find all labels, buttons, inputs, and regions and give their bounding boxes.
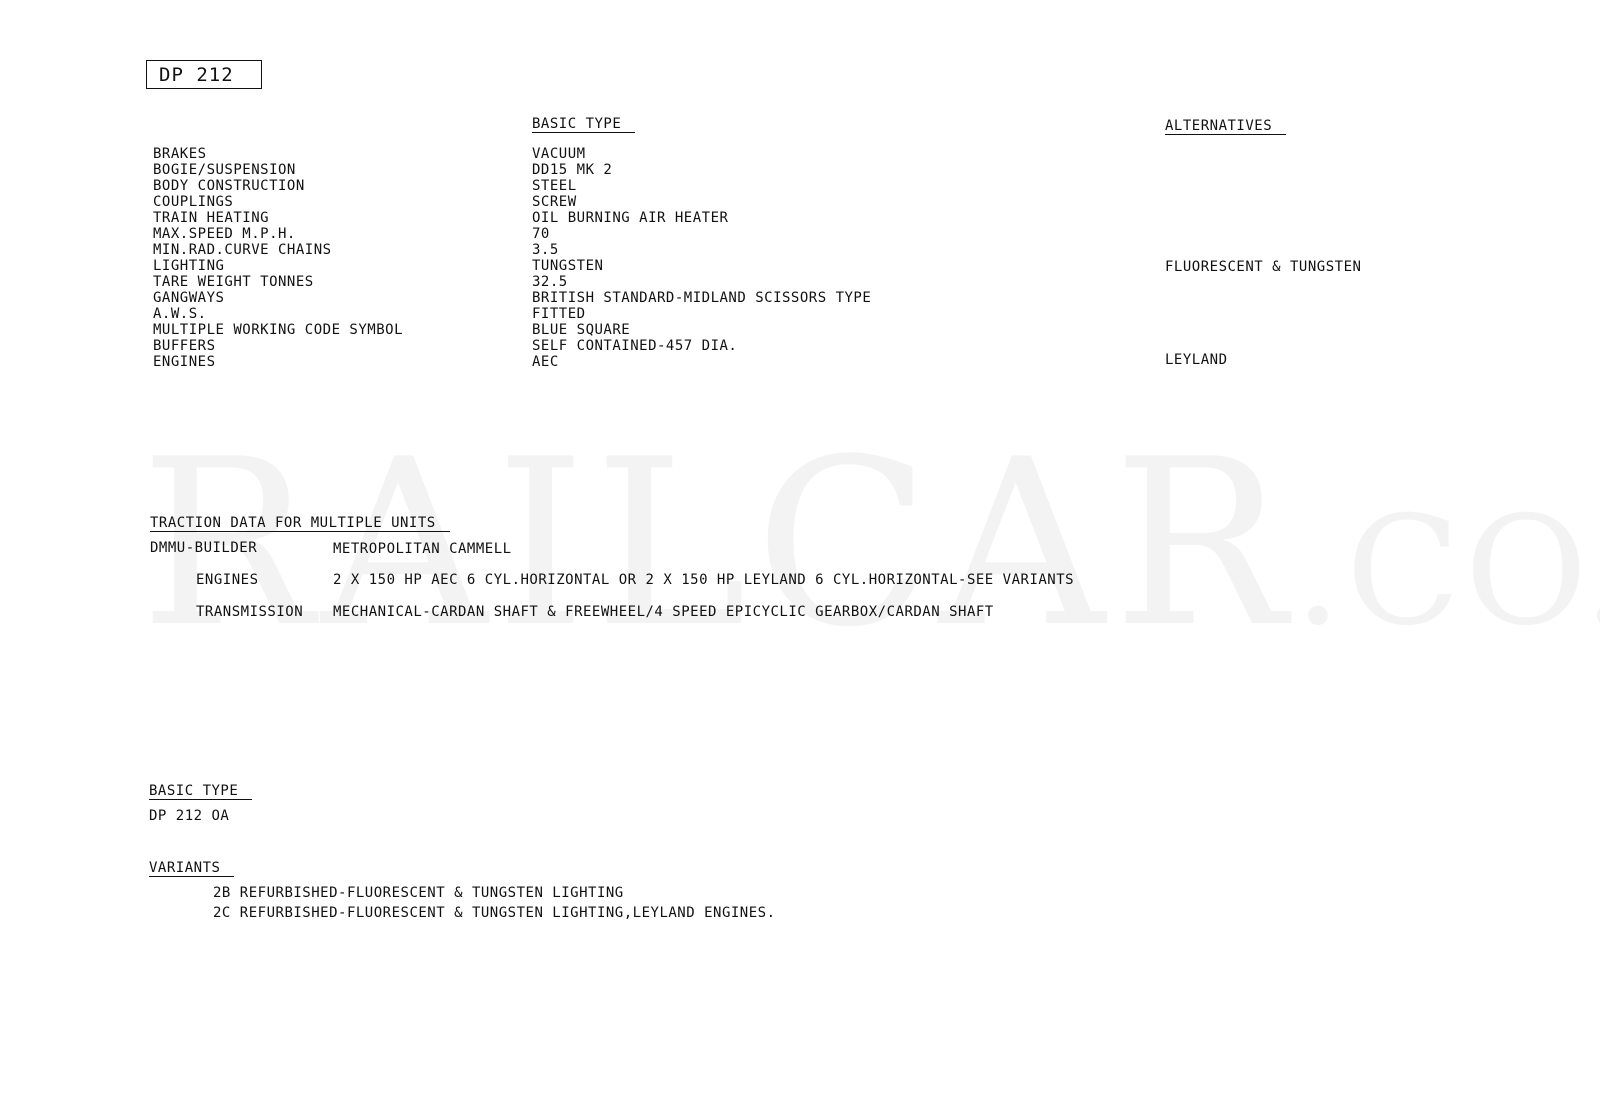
spec-basic-value: SCREW (532, 194, 577, 210)
spec-label: MULTIPLE WORKING CODE SYMBOL (153, 322, 404, 338)
alternatives-heading: ALTERNATIVES (1165, 118, 1286, 135)
engines-label: ENGINES (196, 572, 259, 588)
basic-type-value: DP 212 OA (149, 808, 230, 824)
variant-code: 2C (213, 905, 231, 921)
spec-basic-values (532, 146, 871, 370)
spec-basic-value: TUNGSTEN (532, 258, 604, 274)
spec-label: MIN.RAD.CURVE CHAINS (153, 242, 332, 258)
spec-labels (153, 146, 403, 370)
transmission-label: TRANSMISSION (196, 604, 304, 620)
builder-label: DMMU-BUILDER (150, 540, 258, 556)
engines-value: 2 X 150 HP AEC 6 CYL.HORIZONTAL OR 2 X 150 HP LEYLAND 6 CYL.HORIZONTAL-SEE VARIANTS (333, 572, 1075, 588)
spec-label: TRAIN HEATING (153, 210, 270, 226)
spec-basic-value: SELF CONTAINED-457 DIA. (532, 338, 738, 354)
variant-item (213, 885, 624, 901)
watermark-main (140, 411, 1294, 678)
spec-basic-value: 3.5 (532, 242, 559, 258)
spec-basic-value: 32.5 (532, 274, 568, 290)
spec-basic-value: DD15 MK 2 (532, 162, 613, 178)
spec-label: COUPLINGS (153, 194, 234, 210)
spec-basic-value: FITTED (532, 306, 586, 322)
spec-basic-value: BRITISH STANDARD-MIDLAND SCISSORS TYPE (532, 290, 872, 306)
spec-label: TARE WEIGHT TONNES (153, 274, 314, 290)
spec-label: A.W.S. (153, 306, 207, 322)
watermark-suffix (1294, 485, 1600, 659)
spec-label: GANGWAYS (153, 290, 225, 306)
spec-basic-value: OIL BURNING AIR HEATER (532, 210, 729, 226)
basic-type-section-heading: BASIC TYPE (149, 783, 252, 800)
spec-label: BUFFERS (153, 338, 216, 354)
spec-label: BRAKES (153, 146, 207, 162)
basic-type-heading: BASIC TYPE (532, 116, 635, 133)
spec-basic-value: AEC (532, 354, 559, 370)
spec-label: MAX.SPEED M.P.H. (153, 226, 296, 242)
spec-basic-value: STEEL (532, 178, 577, 194)
variant-code: 2B (213, 885, 231, 901)
spec-basic-value: VACUUM (532, 146, 586, 162)
alternative-lighting: FLUORESCENT & TUNGSTEN (1165, 259, 1362, 275)
variant-text: REFURBISHED-FLUORESCENT & TUNGSTEN LIGHTING (239, 885, 624, 901)
spec-label: ENGINES (153, 354, 216, 370)
builder-value: METROPOLITAN CAMMELL (333, 541, 512, 557)
spec-label: LIGHTING (153, 258, 225, 274)
diagram-reference-box: DP 212 (146, 60, 262, 89)
spec-basic-value: 70 (532, 226, 550, 242)
variant-text: REFURBISHED-FLUORESCENT & TUNGSTEN LIGHTING,LEYLAND ENGINES. (239, 905, 776, 921)
alternative-engines: LEYLAND (1165, 352, 1228, 368)
variant-item (213, 905, 776, 921)
spec-basic-value: BLUE SQUARE (532, 322, 631, 338)
traction-heading: TRACTION DATA FOR MULTIPLE UNITS (150, 515, 450, 532)
spec-label: BODY CONSTRUCTION (153, 178, 305, 194)
spec-label: BOGIE/SUSPENSION (153, 162, 296, 178)
variants-heading: VARIANTS (149, 860, 234, 877)
transmission-value: MECHANICAL-CARDAN SHAFT & FREEWHEEL/4 SPEED EPICYCLIC GEARBOX/CARDAN SHAFT (333, 604, 994, 620)
